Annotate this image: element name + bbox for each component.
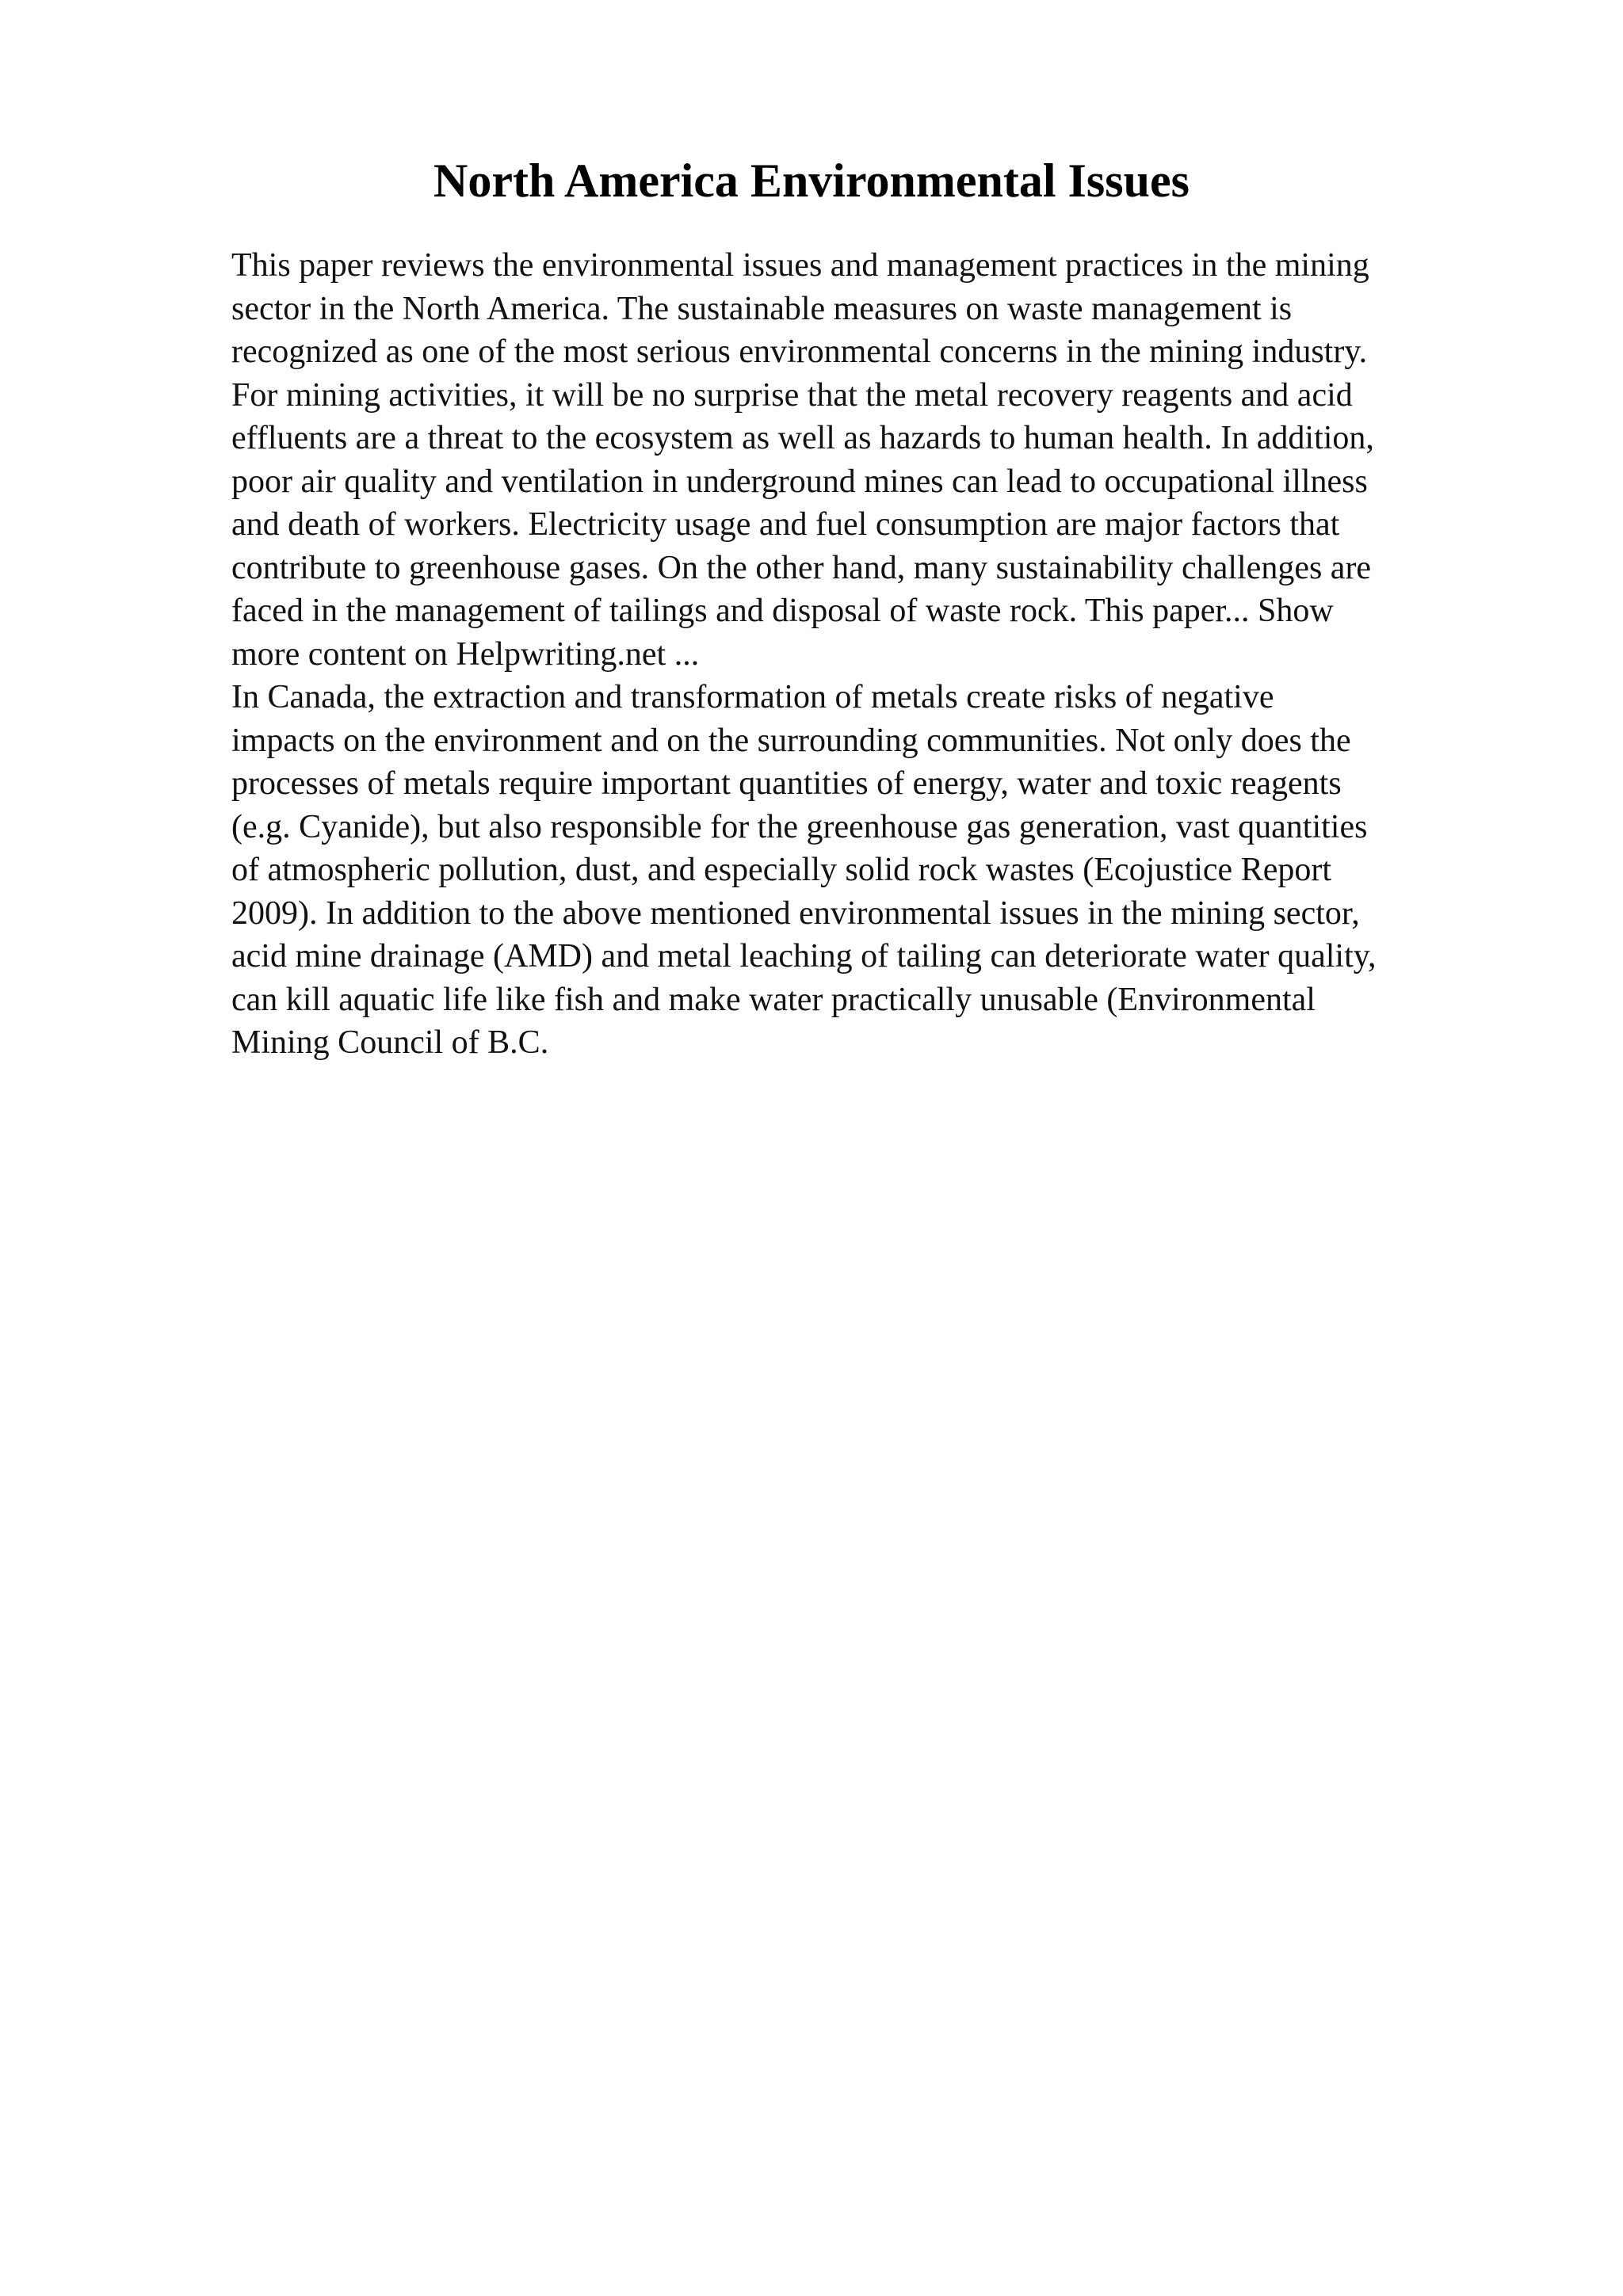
text-line: In Canada, the extraction and transformation of metals create risks of negative	[231, 679, 1274, 715]
text-line: recognized as one of the most serious environmental concerns in the mining industry.	[231, 334, 1368, 370]
text-line: acid mine drainage (AMD) and metal leaching of tailing can deteriorate water quality,	[231, 938, 1377, 974]
text-line: faced in the management of tailings and disposal of waste rock. This paper... Show	[231, 593, 1334, 629]
text-line: poor air quality and ventilation in underground mines can lead to occupational illness	[231, 463, 1368, 500]
document-title: North America Environmental Issues	[433, 154, 1190, 207]
text-line: This paper reviews the environmental issues and management practices in the mining	[231, 247, 1369, 284]
document-body	[231, 244, 1531, 1065]
text-line: (e.g. Cyanide), but also responsible for the greenhouse gas generation, vast quantities	[231, 808, 1368, 845]
text-line: For mining activities, it will be no surprise that the metal recovery reagents and acid	[231, 376, 1353, 414]
text-line: of atmospheric pollution, dust, and especially solid rock wastes (Ecojustice Report	[231, 852, 1332, 888]
text-line: impacts on the environment and on the surrounding communities. Not only does the	[231, 722, 1351, 759]
text-line: contribute to greenhouse gases. On the other hand, many sustainability challenges are	[231, 549, 1372, 586]
text-line: and death of workers. Electricity usage and fuel consumption are major factors that	[231, 506, 1340, 543]
text-line: can kill aquatic life like fish and make water practically unusable (Environmental	[231, 981, 1316, 1018]
text-line: Mining Council of B.C.	[231, 1024, 549, 1061]
text-line: sector in the North America. The sustainable measures on waste management is	[231, 290, 1293, 327]
text-line: 2009). In addition to the above mentioned environmental issues in the mining sector,	[231, 894, 1360, 932]
text-line: processes of metals require important quantities of energy, water and toxic reagents	[231, 765, 1342, 802]
text-line: effluents are a threat to the ecosystem as well as hazards to human health. In addition,	[231, 420, 1374, 456]
text-line: more content on Helpwriting.net ...	[231, 635, 700, 673]
